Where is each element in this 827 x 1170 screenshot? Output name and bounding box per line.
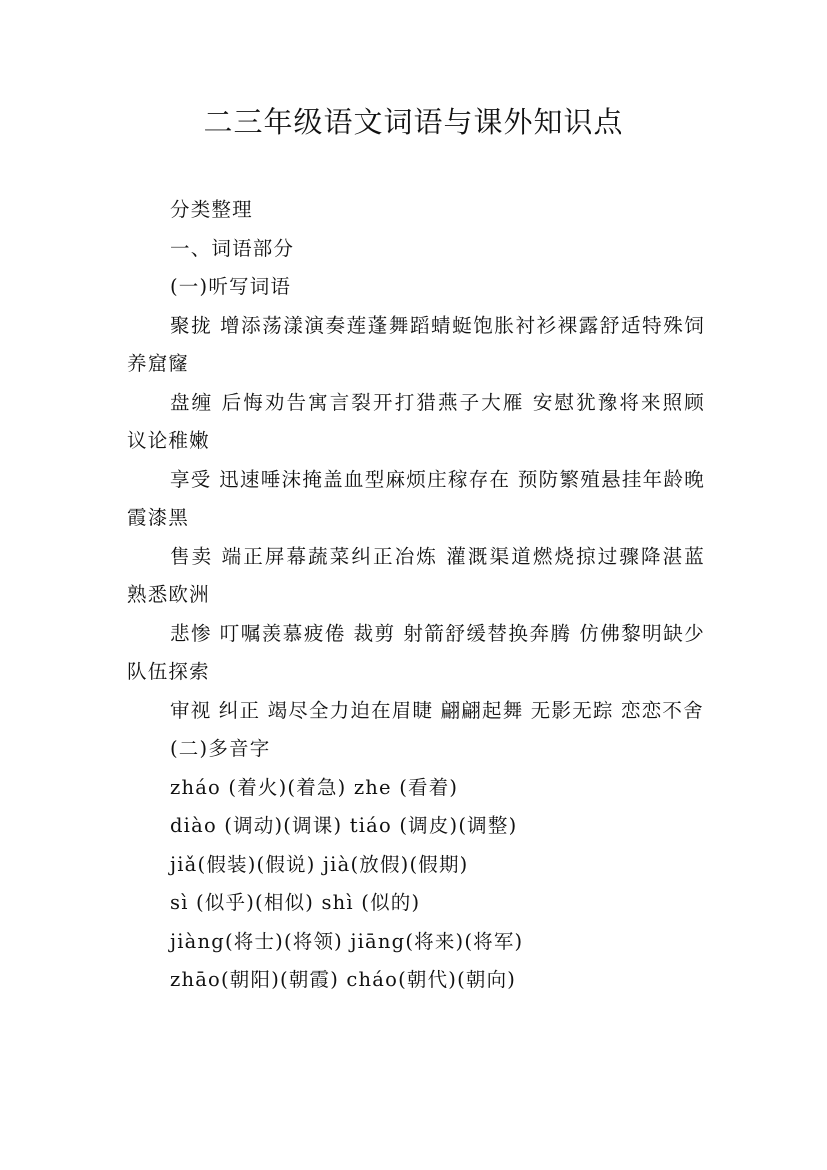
word-list-paragraph: 享受 迅速唾沫掩盖血型麻烦庄稼存在 预防繁殖悬挂年龄晚霞漆黑 <box>127 467 705 529</box>
document-body <box>127 191 705 1000</box>
polyphone-line: jiǎ(假装)(假说) jià(放假)(假期) <box>170 852 469 876</box>
page-title: 二三年级语文词语与课外知识点 <box>203 105 624 139</box>
polyphone-line: sì (似乎)(相似) shì (似的) <box>170 891 421 914</box>
section-heading: 一、词语部分 <box>170 236 295 260</box>
word-list-paragraph: 聚拢 增添荡漾演奏莲蓬舞蹈蜻蜓饱胀衬衫裸露舒适特殊饲养窟窿 <box>127 313 705 375</box>
word-list-paragraph: 盘缠 后悔劝告寓言裂开打猎燕子大雁 安慰犹豫将来照顾 议论稚嫩 <box>127 390 705 452</box>
polyphone-line: zhāo(朝阳)(朝霞) cháo(朝代)(朝向) <box>170 968 517 991</box>
subsection-heading: (二)多音字 <box>170 737 271 760</box>
section-heading: 分类整理 <box>170 198 253 221</box>
word-list-paragraph: 悲惨 叮嘱羡慕疲倦 裁剪 射箭舒缓替换奔腾 仿佛黎明缺少 队伍探索 <box>127 621 705 683</box>
word-list-paragraph: 售卖 端正屏幕蔬菜纠正冶炼 灌溉渠道燃烧掠过骤降湛蓝 熟悉欧洲 <box>127 544 705 606</box>
polyphone-line: zháo (着火)(着急) zhe (看着) <box>170 775 459 799</box>
polyphone-line: diào (调动)(调课) tiáo (调皮)(调整) <box>170 814 518 837</box>
word-list-paragraph: 审视 纠正 竭尽全力迫在眉睫 翩翩起舞 无影无踪 恋恋不舍 <box>170 698 704 722</box>
subsection-heading: (一)听写词语 <box>170 275 292 298</box>
polyphone-line: jiàng(将士)(将领) jiāng(将来)(将军) <box>170 929 524 953</box>
